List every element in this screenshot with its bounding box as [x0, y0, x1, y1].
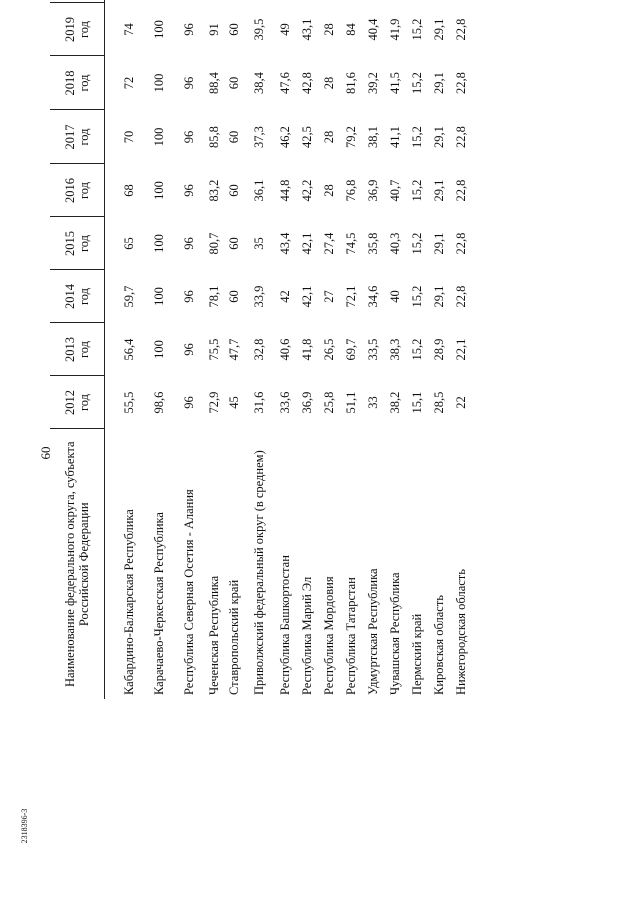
value-cell: 22,8 [454, 18, 468, 41]
value-cell: 42,1 [300, 232, 314, 255]
table-header-row [50, 0, 104, 699]
value-cell: 15,2 [410, 285, 424, 308]
header-year: 2016 [62, 178, 77, 203]
data-table [50, 0, 472, 699]
header-year-unit: год [76, 128, 91, 146]
value-cell: 28 [322, 184, 336, 197]
header-year-cell [50, 323, 104, 376]
header-year-cell [50, 56, 104, 110]
value-cell: 80,7 [207, 232, 221, 255]
region-name-cell: Пермский край [410, 613, 424, 695]
table-row [450, 0, 472, 699]
value-cell: 29,1 [432, 232, 446, 255]
value-cell: 41,5 [388, 72, 402, 94]
value-cell: 15,2 [410, 18, 424, 41]
value-cell: 49 [278, 23, 292, 36]
spacer-row [104, 0, 114, 699]
value-cell: 44,8 [278, 179, 292, 202]
region-name-cell: Нижегородская область [454, 569, 468, 695]
value-cell: 96 [182, 76, 196, 90]
value-cell: 22,1 [454, 338, 468, 361]
value-cell: 39,5 [252, 18, 266, 41]
value-cell: 60 [227, 76, 241, 90]
value-cell: 65 [122, 237, 136, 250]
value-cell: 15,2 [410, 72, 424, 94]
value-cell: 70 [122, 130, 136, 144]
region-name-cell: Карачаево-Черкесская Республика [152, 512, 166, 695]
value-cell: 47,7 [227, 338, 241, 361]
region-name-cell: Кабардино-Балкарская Республика [122, 509, 136, 695]
value-cell: 38,2 [388, 391, 402, 414]
header-year-unit: год [76, 20, 91, 39]
value-cell: 29,1 [432, 72, 446, 94]
value-cell: 60 [227, 23, 241, 36]
table-row [204, 0, 224, 699]
value-cell: 36,9 [366, 179, 380, 202]
value-cell [144, 0, 174, 3]
value-cell: 51,1 [344, 391, 358, 414]
value-cell: 36,9 [300, 391, 314, 414]
value-cell: 74,5 [344, 232, 358, 255]
value-cell: 22,8 [454, 232, 468, 255]
header-year-cell [50, 217, 104, 270]
value-cell: 83,2 [207, 179, 221, 202]
value-cell: 96 [182, 290, 196, 303]
value-cell: 36,1 [252, 179, 266, 202]
value-cell: 96 [182, 184, 196, 197]
value-cell: 33,6 [278, 391, 292, 414]
page-number: 60 [38, 446, 53, 460]
value-cell: 100 [152, 234, 166, 253]
value-cell: 26,5 [322, 338, 336, 361]
value-cell: 96 [182, 237, 196, 250]
value-cell: 88,4 [207, 72, 221, 94]
value-cell: 59,7 [122, 285, 136, 308]
region-name-cell: Республика Марий Эл [300, 576, 314, 695]
value-cell [174, 0, 204, 3]
region-name-cell: Кировская область [432, 594, 446, 695]
table-row [296, 0, 318, 699]
value-cell [274, 0, 296, 3]
value-cell: 74 [122, 23, 136, 36]
region-name-cell: Чеченская Республика [207, 575, 221, 695]
value-cell: 38,4 [252, 72, 266, 94]
rotated-data-table [50, 0, 548, 699]
value-cell [224, 0, 244, 3]
table-row [114, 0, 144, 699]
value-cell: 41,9 [388, 18, 402, 41]
value-cell: 15,2 [410, 338, 424, 361]
value-cell: 15,2 [410, 232, 424, 255]
value-cell: 78,1 [207, 285, 221, 308]
value-cell: 85,8 [207, 126, 221, 148]
value-cell [450, 0, 472, 3]
value-cell: 27 [322, 290, 336, 303]
value-cell [296, 0, 318, 3]
value-cell: 33,9 [252, 285, 266, 308]
header-year: 2015 [62, 231, 77, 256]
value-cell [406, 0, 428, 3]
value-cell: 38,3 [388, 338, 402, 361]
table-row [428, 0, 450, 699]
value-cell: 60 [227, 184, 241, 197]
value-cell: 31,6 [252, 391, 266, 414]
value-cell: 34,6 [366, 285, 380, 308]
value-cell: 41,1 [388, 126, 402, 148]
value-cell [204, 0, 224, 3]
value-cell: 72,9 [207, 391, 221, 414]
region-name-cell: Ставропольский край [227, 579, 241, 695]
value-cell: 40,7 [388, 179, 402, 202]
value-cell: 38,1 [366, 126, 380, 148]
value-cell: 100 [152, 287, 166, 306]
region-name-cell: Удмуртская Республика [366, 568, 380, 695]
value-cell: 96 [182, 130, 196, 144]
header-year: 2014 [62, 284, 77, 309]
value-cell [384, 0, 406, 3]
value-cell: 43,1 [300, 18, 314, 41]
value-cell: 45 [227, 396, 241, 409]
value-cell: 72 [122, 76, 136, 90]
value-cell: 60 [227, 290, 241, 303]
header-year-unit: год [76, 287, 91, 306]
header-year-cell [50, 0, 104, 3]
value-cell [340, 0, 362, 3]
value-cell: 91 [207, 23, 221, 36]
value-cell: 28,9 [432, 338, 446, 361]
header-year-cell [50, 270, 104, 323]
value-cell: 100 [152, 73, 166, 93]
value-cell: 96 [182, 396, 196, 409]
value-cell: 29,1 [432, 179, 446, 202]
value-cell: 100 [152, 20, 166, 39]
table-row [362, 0, 384, 699]
value-cell: 56,4 [122, 338, 136, 361]
value-cell: 27,4 [322, 232, 336, 255]
document-code: 2318396-3 [20, 808, 29, 844]
value-cell: 32,8 [252, 338, 266, 361]
header-year-cell [50, 3, 104, 56]
header-year: 2012 [62, 390, 77, 415]
value-cell: 22,8 [454, 285, 468, 308]
value-cell: 35,8 [366, 232, 380, 255]
header-name-cell: Наименование федерального округа, субъекта Российской Федерации [50, 429, 104, 699]
table-row [174, 0, 204, 699]
value-cell: 40,4 [366, 18, 380, 41]
table-row [274, 0, 296, 699]
value-cell: 15,2 [410, 179, 424, 202]
value-cell: 76,8 [344, 179, 358, 202]
value-cell: 15,2 [410, 126, 424, 148]
value-cell: 100 [152, 340, 166, 359]
header-year: 2019 [62, 17, 77, 42]
value-cell: 42 [278, 290, 292, 303]
value-cell: 60 [227, 237, 241, 250]
value-cell: 40,6 [278, 338, 292, 361]
value-cell [362, 0, 384, 3]
header-year-unit: год [76, 340, 91, 359]
value-cell: 33,5 [366, 338, 380, 361]
value-cell: 96 [182, 343, 196, 356]
header-year-cell [50, 110, 104, 164]
value-cell: 41,8 [300, 338, 314, 361]
table-row [244, 0, 274, 699]
value-cell: 29,1 [432, 18, 446, 41]
region-name-cell: Приволжский федеральный округ (в среднем) [252, 450, 266, 695]
header-year: 2018 [62, 70, 77, 96]
header-year-unit [77, 0, 91, 1]
value-cell: 25,8 [322, 391, 336, 414]
value-cell: 81,6 [344, 72, 358, 94]
value-cell: 29,1 [432, 126, 446, 148]
value-cell [244, 0, 274, 3]
value-cell [318, 0, 340, 3]
header-year-unit: год [76, 393, 91, 412]
header-year-cell [50, 164, 104, 217]
header-year-unit: год [76, 74, 91, 92]
value-cell: 96 [182, 23, 196, 36]
region-name-cell: Республика Татарстан [344, 577, 358, 695]
value-cell: 22,8 [454, 179, 468, 202]
value-cell: 22,8 [454, 72, 468, 94]
table-row [340, 0, 362, 699]
value-cell: 69,7 [344, 338, 358, 361]
value-cell: 33 [366, 396, 380, 409]
value-cell: 40 [388, 290, 402, 303]
value-cell: 75,5 [207, 338, 221, 361]
value-cell: 98,6 [152, 391, 166, 414]
value-cell: 100 [152, 127, 166, 147]
value-cell: 79,2 [344, 126, 358, 148]
value-cell: 60 [227, 130, 241, 144]
value-cell: 46,2 [278, 126, 292, 148]
value-cell: 47,6 [278, 72, 292, 94]
header-year: 2017 [62, 124, 77, 150]
value-cell: 28,5 [432, 391, 446, 414]
value-cell: 22,8 [454, 126, 468, 148]
value-cell: 42,8 [300, 72, 314, 94]
value-cell: 37,3 [252, 126, 266, 148]
region-name-cell: Республика Мордовия [322, 576, 336, 695]
value-cell: 68 [122, 184, 136, 197]
value-cell: 22 [454, 396, 468, 409]
value-cell: 40,3 [388, 232, 402, 255]
value-cell: 28 [322, 130, 336, 144]
header-year: 2013 [62, 337, 77, 362]
table-row [384, 0, 406, 699]
value-cell: 42,1 [300, 285, 314, 308]
value-cell: 84 [344, 23, 358, 36]
table-row [318, 0, 340, 699]
value-cell [114, 0, 144, 3]
value-cell: 29,1 [432, 285, 446, 308]
region-name-cell: Республика Северная Осетия - Алания [182, 489, 196, 695]
region-name-cell: Чувашская Республика [388, 572, 402, 695]
header-year-unit: год [76, 234, 91, 253]
value-cell: 72,1 [344, 285, 358, 308]
value-cell [428, 0, 450, 3]
table-body [104, 0, 472, 699]
value-cell: 42,2 [300, 179, 314, 202]
table-row [224, 0, 244, 699]
region-name-cell: Республика Башкортостан [278, 555, 292, 695]
table-row [144, 0, 174, 699]
value-cell: 100 [152, 181, 166, 200]
header-year [63, 0, 77, 1]
value-cell: 28 [322, 76, 336, 90]
table-row [406, 0, 428, 699]
value-cell: 43,4 [278, 232, 292, 255]
header-year-cell [50, 376, 104, 429]
value-cell: 39,2 [366, 72, 380, 94]
value-cell: 15,1 [410, 391, 424, 414]
value-cell: 55,5 [122, 391, 136, 414]
value-cell: 42,5 [300, 126, 314, 148]
value-cell: 35 [252, 237, 266, 250]
value-cell: 28 [322, 23, 336, 36]
header-year-unit: год [76, 181, 91, 200]
